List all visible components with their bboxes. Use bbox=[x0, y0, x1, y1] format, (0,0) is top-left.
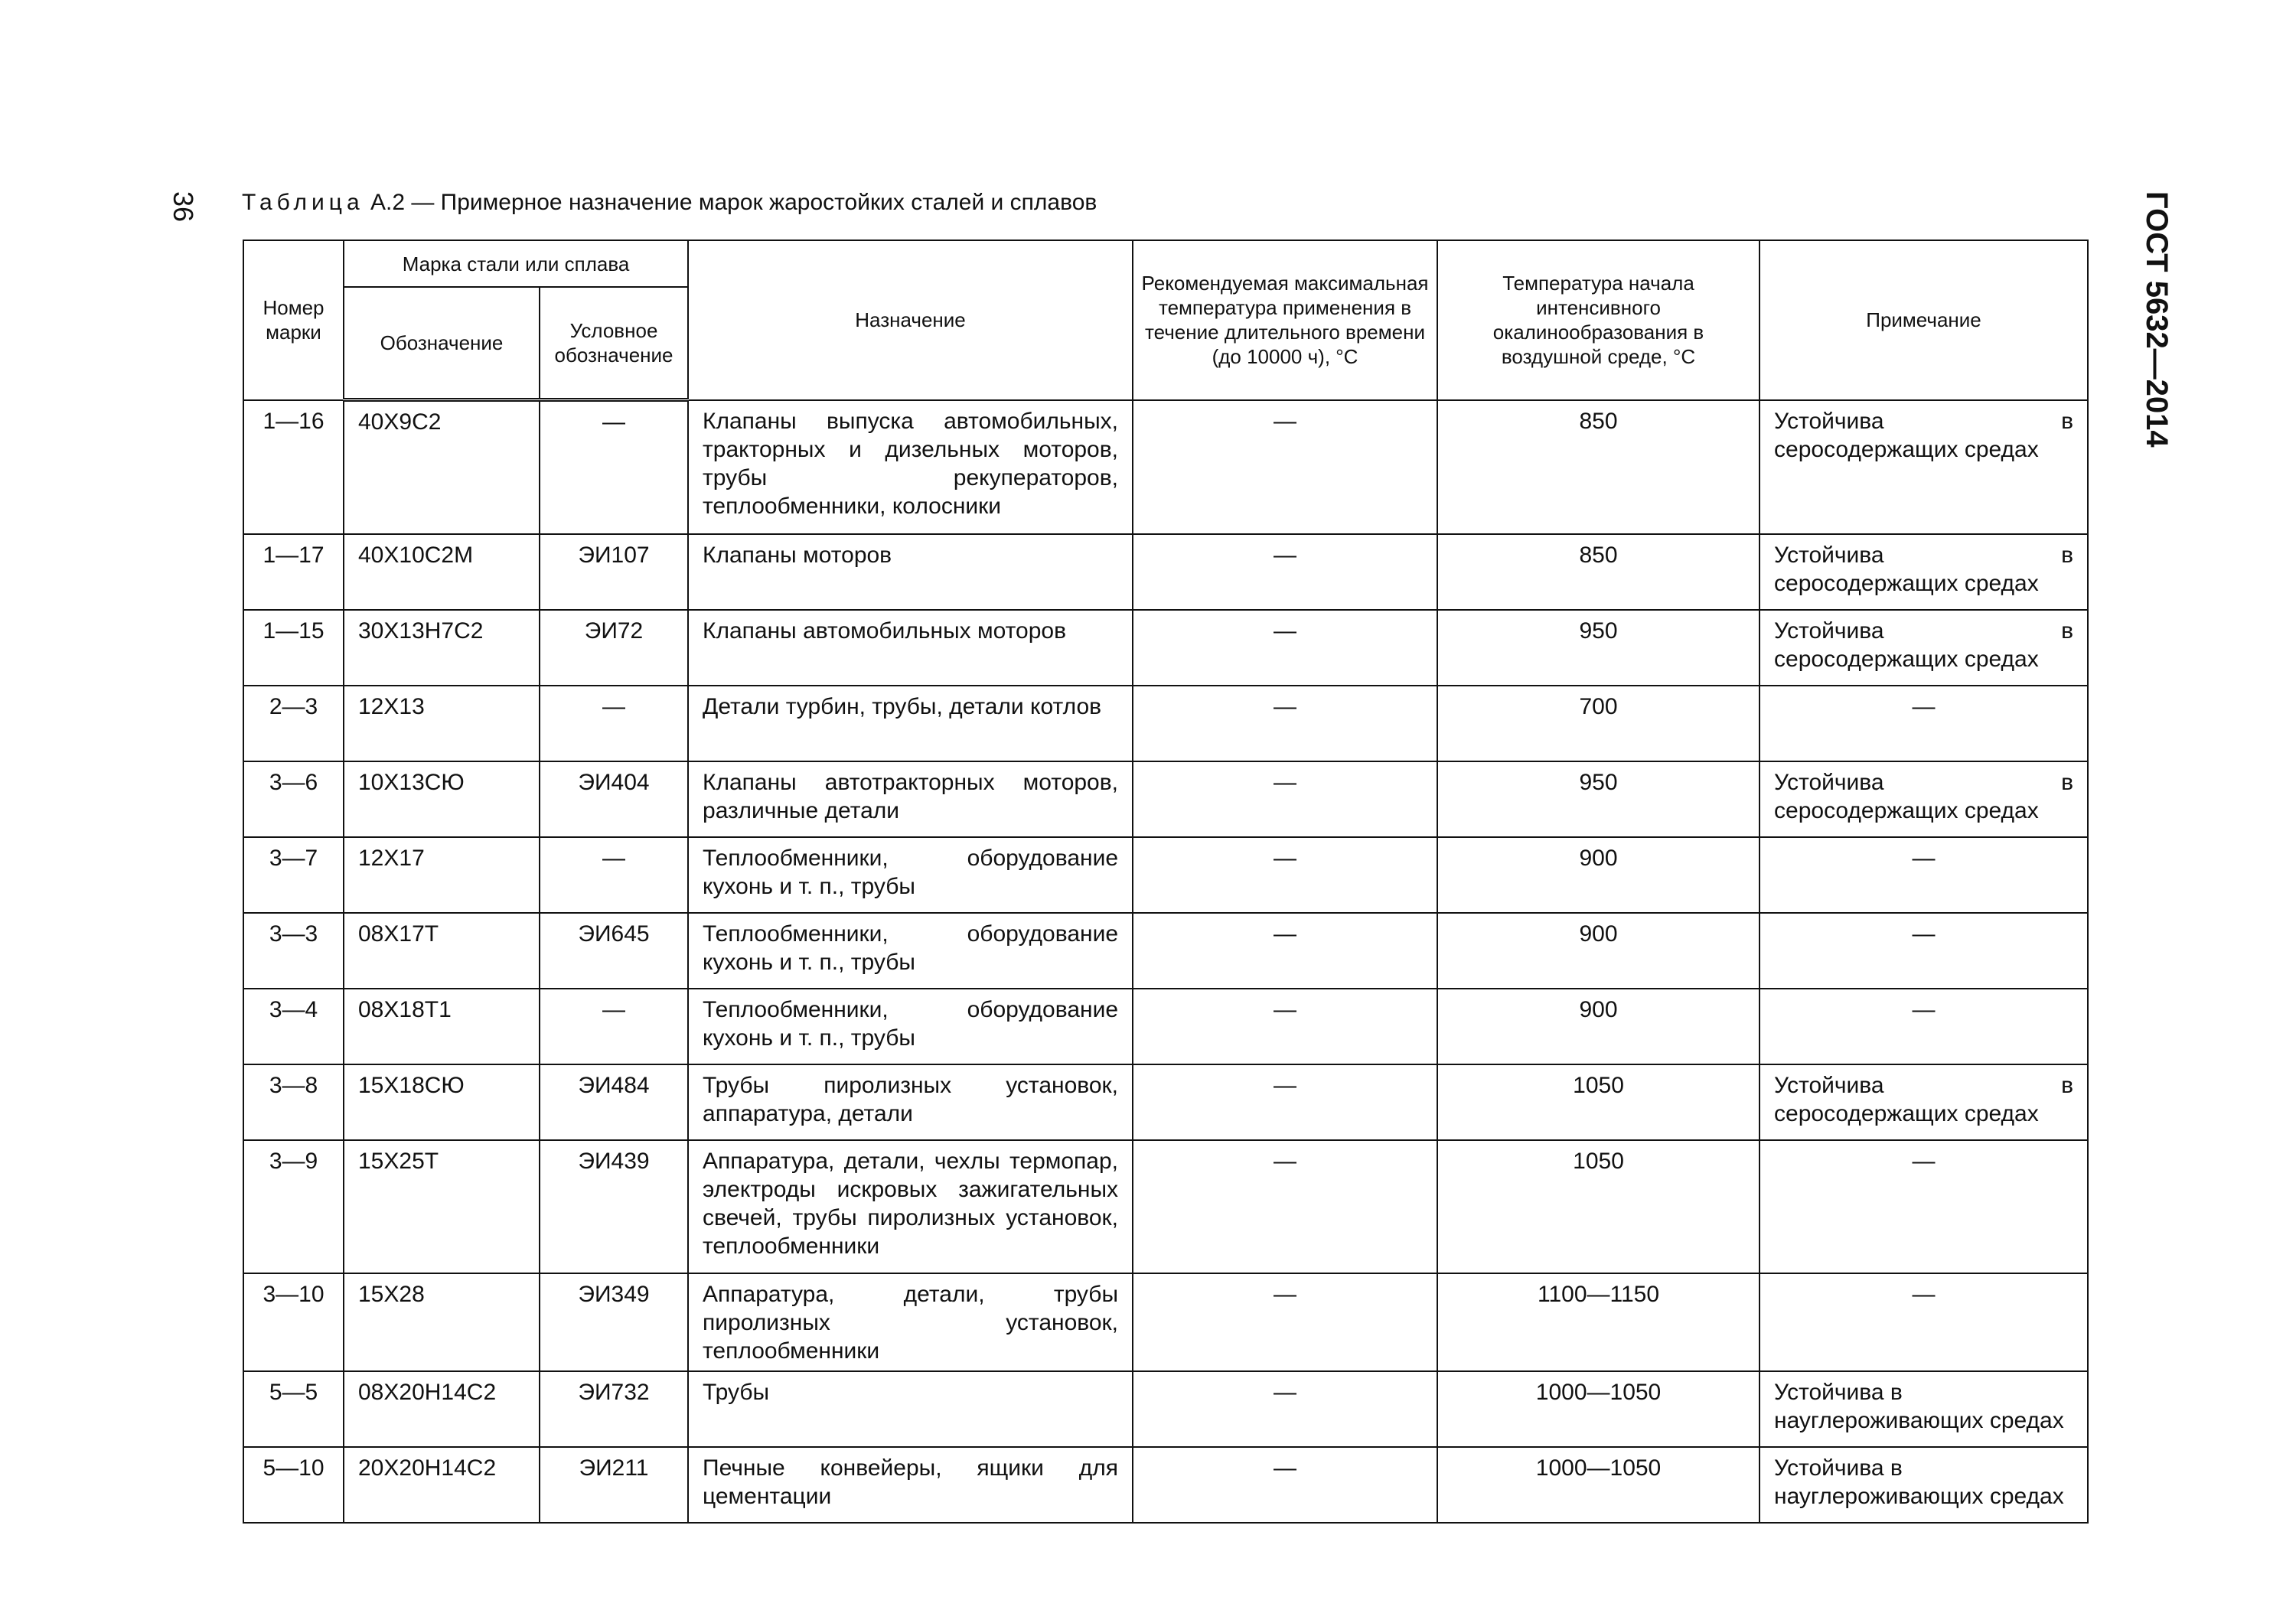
cell-purpose: Трубы bbox=[688, 1371, 1133, 1447]
cell-note: Устойчива в науглероживающих средах bbox=[1760, 1371, 2088, 1447]
cell-scaling-temp: 900 bbox=[1437, 989, 1760, 1064]
table-row bbox=[243, 837, 2088, 913]
header-number: Номер марки bbox=[243, 240, 344, 400]
cell-recommended-temp: — bbox=[1133, 761, 1437, 837]
cell-scaling-temp: 850 bbox=[1437, 534, 1760, 610]
cell-purpose: Клапаны моторов bbox=[688, 534, 1133, 610]
cell-scaling-temp: 900 bbox=[1437, 913, 1760, 989]
cell-recommended-temp: — bbox=[1133, 913, 1437, 989]
cell-recommended-temp: — bbox=[1133, 1140, 1437, 1273]
cell-conventional: — bbox=[540, 837, 688, 913]
cell-scaling-temp: 900 bbox=[1437, 837, 1760, 913]
cell-number: 1—16 bbox=[243, 400, 344, 535]
cell-designation: 15Х28 bbox=[344, 1273, 540, 1371]
cell-scaling-temp: 1050 bbox=[1437, 1064, 1760, 1140]
table-caption-text: А.2 — Примерное назначение марок жаростойких сталей и сплавов bbox=[364, 190, 1097, 215]
cell-conventional: ЭИ107 bbox=[540, 534, 688, 610]
header-grade-group: Марка стали или сплава bbox=[344, 240, 688, 287]
cell-scaling-temp: 1100—1150 bbox=[1437, 1273, 1760, 1371]
cell-number: 3—8 bbox=[243, 1064, 344, 1140]
cell-designation: 40Х10С2М bbox=[344, 534, 540, 610]
cell-number: 3—4 bbox=[243, 989, 344, 1064]
cell-number: 1—15 bbox=[243, 610, 344, 686]
cell-purpose: Детали турбин, трубы, детали котлов bbox=[688, 686, 1133, 761]
cell-scaling-temp: 1000—1050 bbox=[1437, 1447, 1760, 1523]
cell-note: Устойчива в серосодержащих средах bbox=[1760, 534, 2088, 610]
cell-recommended-temp: — bbox=[1133, 400, 1437, 535]
cell-note: — bbox=[1760, 1273, 2088, 1371]
cell-designation: 15Х18СЮ bbox=[344, 1064, 540, 1140]
cell-designation: 30Х13Н7С2 bbox=[344, 610, 540, 686]
cell-scaling-temp: 950 bbox=[1437, 761, 1760, 837]
table-row bbox=[243, 1371, 2088, 1447]
table-row bbox=[243, 610, 2088, 686]
cell-note: Устойчива в серосодержащих средах bbox=[1760, 610, 2088, 686]
table-row bbox=[243, 913, 2088, 989]
cell-designation: 40Х9С2 bbox=[344, 400, 540, 535]
cell-conventional: ЭИ211 bbox=[540, 1447, 688, 1523]
cell-recommended-temp: — bbox=[1133, 1447, 1437, 1523]
cell-recommended-temp: — bbox=[1133, 1371, 1437, 1447]
cell-recommended-temp: — bbox=[1133, 1064, 1437, 1140]
cell-note: Устойчива в серосодержащих средах bbox=[1760, 400, 2088, 535]
cell-recommended-temp: — bbox=[1133, 610, 1437, 686]
table-row bbox=[243, 1447, 2088, 1523]
header-conventional: Условное обозначение bbox=[540, 287, 688, 400]
table-row bbox=[243, 534, 2088, 610]
cell-purpose: Аппаратура, детали, чехлы термопар, электроды искровых зажигательных свечей, трубы пиролизных установок, теплообменники bbox=[688, 1140, 1133, 1273]
cell-note: — bbox=[1760, 1140, 2088, 1273]
cell-designation: 08Х17Т bbox=[344, 913, 540, 989]
header-designation: Обозначение bbox=[344, 287, 540, 400]
cell-number: 5—5 bbox=[243, 1371, 344, 1447]
cell-recommended-temp: — bbox=[1133, 686, 1437, 761]
cell-number: 5—10 bbox=[243, 1447, 344, 1523]
cell-number: 1—17 bbox=[243, 534, 344, 610]
cell-scaling-temp: 1000—1050 bbox=[1437, 1371, 1760, 1447]
cell-number: 3—9 bbox=[243, 1140, 344, 1273]
table-row bbox=[243, 686, 2088, 761]
cell-number: 2—3 bbox=[243, 686, 344, 761]
header-recommended-temp: Рекомендуемая максимальная температура применения в течение длительного времени (до 10000 ч), °С bbox=[1133, 240, 1437, 400]
cell-recommended-temp: — bbox=[1133, 989, 1437, 1064]
table-row bbox=[243, 989, 2088, 1064]
cell-scaling-temp: 850 bbox=[1437, 400, 1760, 535]
table-caption-prefix: Таблица bbox=[242, 190, 364, 215]
cell-conventional: ЭИ439 bbox=[540, 1140, 688, 1273]
cell-conventional: — bbox=[540, 400, 688, 535]
cell-designation: 20Х20Н14С2 bbox=[344, 1447, 540, 1523]
cell-purpose: Теплообменники, оборудование кухонь и т. п., трубы bbox=[688, 913, 1133, 989]
header-purpose: Назначение bbox=[688, 240, 1133, 400]
cell-number: 3—3 bbox=[243, 913, 344, 989]
cell-purpose: Клапаны выпуска автомобильных, тракторных и дизельных моторов, трубы рекуператоров, теплообменники, колосники bbox=[688, 400, 1133, 535]
cell-note: — bbox=[1760, 686, 2088, 761]
header-scaling-temp: Температура начала интенсивного окалинообразования в воздушной среде, °С bbox=[1437, 240, 1760, 400]
cell-designation: 08Х18Т1 bbox=[344, 989, 540, 1064]
cell-number: 3—7 bbox=[243, 837, 344, 913]
cell-conventional: ЭИ404 bbox=[540, 761, 688, 837]
table-row bbox=[243, 1273, 2088, 1371]
cell-number: 3—10 bbox=[243, 1273, 344, 1371]
standard-designation: ГОСТ 5632—2014 bbox=[2140, 191, 2174, 448]
cell-note: Устойчива в серосодержащих средах bbox=[1760, 761, 2088, 837]
cell-note: Устойчива в серосодержащих средах bbox=[1760, 1064, 2088, 1140]
cell-purpose: Клапаны автомобильных моторов bbox=[688, 610, 1133, 686]
cell-designation: 08Х20Н14С2 bbox=[344, 1371, 540, 1447]
cell-scaling-temp: 700 bbox=[1437, 686, 1760, 761]
cell-conventional: ЭИ645 bbox=[540, 913, 688, 989]
cell-recommended-temp: — bbox=[1133, 837, 1437, 913]
cell-conventional: — bbox=[540, 989, 688, 1064]
page-number: 36 bbox=[168, 191, 199, 223]
cell-designation: 12Х13 bbox=[344, 686, 540, 761]
header-note: Примечание bbox=[1760, 240, 2088, 400]
table-row bbox=[243, 1064, 2088, 1140]
cell-recommended-temp: — bbox=[1133, 1273, 1437, 1371]
cell-purpose: Теплообменники, оборудование кухонь и т. п., трубы bbox=[688, 989, 1133, 1064]
table-caption bbox=[242, 190, 1097, 216]
cell-note: — bbox=[1760, 913, 2088, 989]
cell-conventional: ЭИ72 bbox=[540, 610, 688, 686]
cell-scaling-temp: 1050 bbox=[1437, 1140, 1760, 1273]
cell-conventional: ЭИ732 bbox=[540, 1371, 688, 1447]
cell-note: Устойчива в науглероживающих средах bbox=[1760, 1447, 2088, 1523]
cell-note: — bbox=[1760, 837, 2088, 913]
table-row bbox=[243, 1140, 2088, 1273]
cell-note: — bbox=[1760, 989, 2088, 1064]
table-row bbox=[243, 761, 2088, 837]
cell-conventional: ЭИ349 bbox=[540, 1273, 688, 1371]
cell-designation: 15Х25Т bbox=[344, 1140, 540, 1273]
cell-purpose: Трубы пиролизных установок, аппаратура, детали bbox=[688, 1064, 1133, 1140]
cell-purpose: Клапаны автотракторных моторов, различные детали bbox=[688, 761, 1133, 837]
cell-number: 3—6 bbox=[243, 761, 344, 837]
cell-conventional: — bbox=[540, 686, 688, 761]
cell-purpose: Теплообменники, оборудование кухонь и т. п., трубы bbox=[688, 837, 1133, 913]
cell-designation: 12Х17 bbox=[344, 837, 540, 913]
cell-purpose: Печные конвейеры, ящики для цементации bbox=[688, 1447, 1133, 1523]
cell-purpose: Аппаратура, детали, трубы пиролизных установок, теплообменники bbox=[688, 1273, 1133, 1371]
cell-scaling-temp: 950 bbox=[1437, 610, 1760, 686]
cell-conventional: ЭИ484 bbox=[540, 1064, 688, 1140]
steel-grades-table bbox=[243, 240, 2089, 1524]
table-row bbox=[243, 400, 2088, 535]
cell-designation: 10Х13СЮ bbox=[344, 761, 540, 837]
cell-recommended-temp: — bbox=[1133, 534, 1437, 610]
